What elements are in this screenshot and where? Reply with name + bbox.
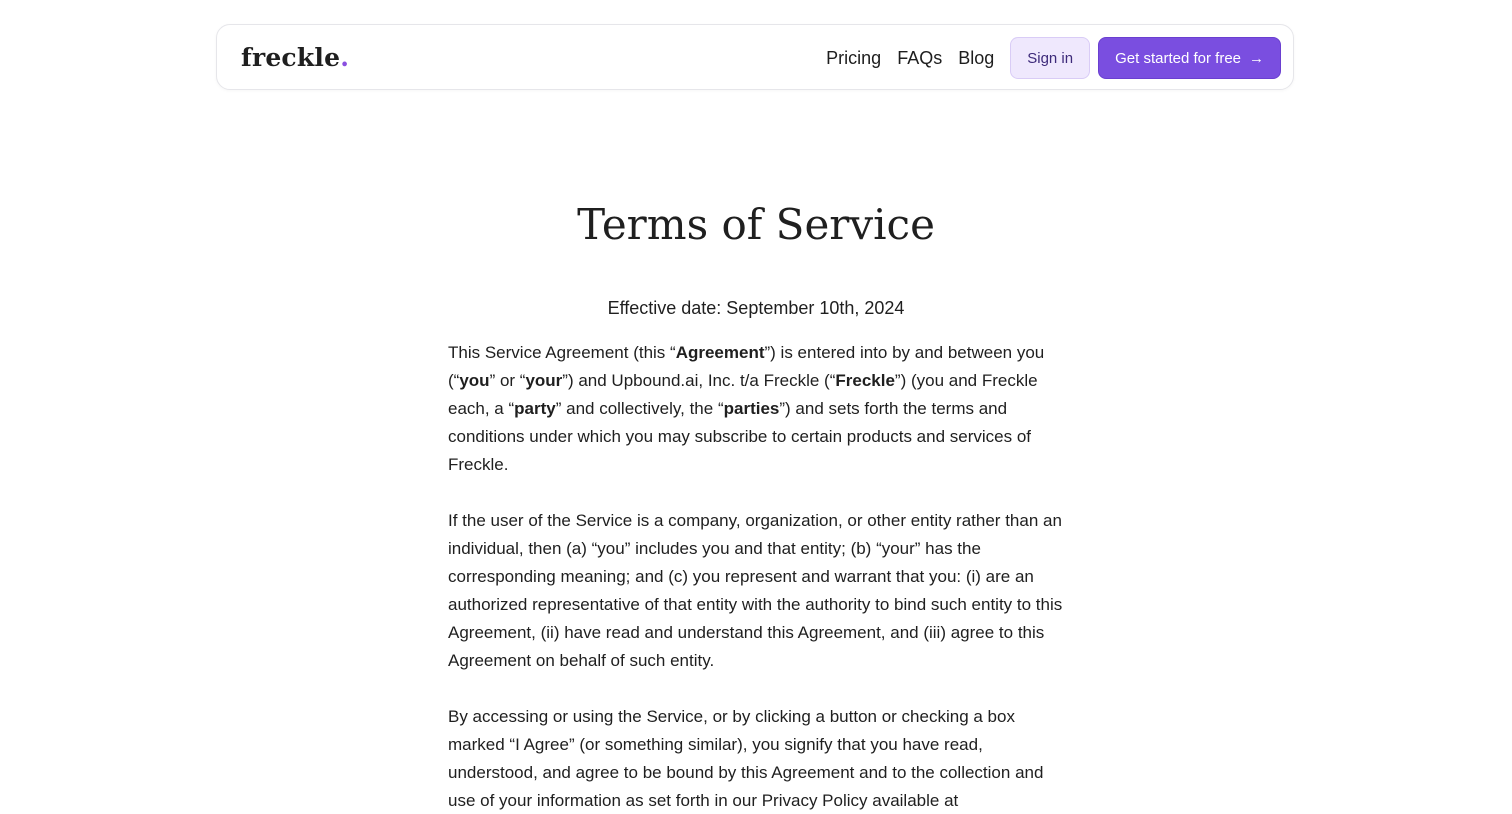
- term-freckle: Freckle: [835, 371, 895, 390]
- freckle-logo[interactable]: [241, 43, 349, 73]
- logo-dot: .: [340, 43, 350, 72]
- top-navbar: [216, 24, 1294, 90]
- term-your: your: [525, 371, 563, 390]
- intro-text-2: ”) is entered into by and between you (“: [448, 343, 1045, 390]
- intro-text-1: This Service Agreement (this “: [448, 343, 676, 362]
- terms-content: [448, 339, 1063, 814]
- nav-link-pricing[interactable]: Pricing: [826, 47, 882, 68]
- intro-text-4: ”) and Upbound.ai, Inc. t/a Freckle (“: [562, 371, 836, 390]
- term-agreement: Agreement: [675, 343, 765, 362]
- intro-text-6: ” and collectively, the “: [555, 399, 724, 418]
- paragraph-intro: [448, 339, 1063, 479]
- effective-date: Effective date: September 10th, 2024: [607, 298, 905, 318]
- paragraph-entity: If the user of the Service is a company, organization, or other entity rather than an individual, then (a) “you” includes you and that entity; (b) “your” has the corresponding meaning; and (c) you represent and warrant that you: (i) are an authorized representative of that entity with the authority to bind such entity to this Agreement, (ii) have read and understand this Agreement, and (iii) agree to this Agreement on behalf of such entity.: [448, 511, 1063, 670]
- nav-links: [826, 37, 1281, 79]
- logo-text: freckle: [241, 43, 341, 72]
- arrow-right-icon: →: [1249, 49, 1264, 67]
- intro-text-3: ” or “: [489, 371, 526, 390]
- page-title: Terms of Service: [577, 200, 935, 249]
- term-parties: parties: [723, 399, 780, 418]
- nav-link-blog[interactable]: Blog: [958, 47, 995, 68]
- term-party: party: [514, 399, 556, 418]
- sign-in-button[interactable]: [1010, 37, 1090, 79]
- get-started-label: Get started for free: [1115, 49, 1241, 67]
- nav-link-faqs[interactable]: FAQs: [897, 47, 943, 68]
- term-you: you: [459, 371, 490, 390]
- get-started-button[interactable]: [1098, 37, 1281, 79]
- intro-text-7: ”) and sets forth the terms and conditions under which you may subscribe to certain products and services of Freckle.: [448, 399, 1032, 474]
- paragraph-acceptance: By accessing or using the Service, or by clicking a button or checking a box marked “I Agree” (or something similar), you signify that you have read, understood, and agree to be bound by this Agreement and to the collection and use of your information as set forth in our Privacy Policy available at: [448, 707, 1044, 810]
- sign-in-label: Sign in: [1027, 49, 1074, 67]
- intro-text-5: ”) (you and Freckle each, a “: [448, 371, 1038, 418]
